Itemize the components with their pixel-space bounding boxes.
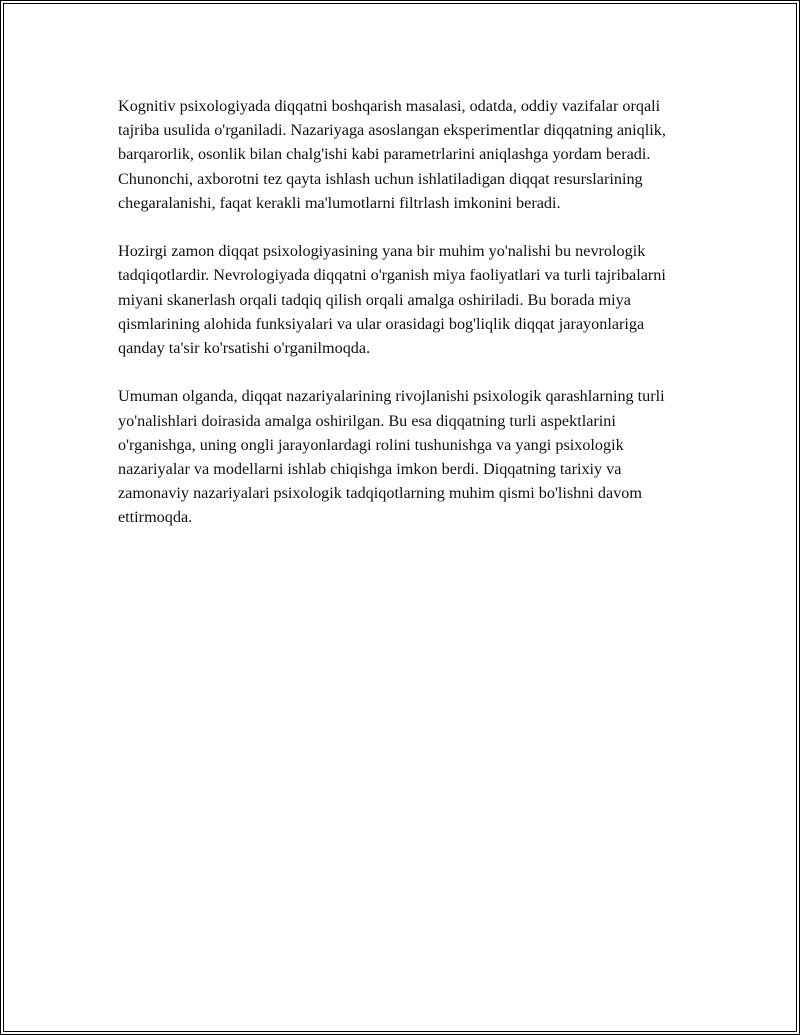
- paragraph-1: Kognitiv psixologiyada diqqatni boshqarish masalasi, odatda, oddiy vazifalar orqali tajriba usulida o'rganiladi. Nazariyaga asoslangan eksperimentlar diqqatning aniqlik, barqarorlik, osonlik bilan chalg'ishi kabi parametrlarini aniqlashga yordam beradi. Chunonchi, axborotni tez qayta ishlash uchun ishlatiladigan diqqat resurslarining chegaralanishi, faqat kerakli ma'lumotlarni filtrlash imkonini beradi.: [118, 97, 666, 212]
- paragraph-2: Hozirgi zamon diqqat psixologiyasining yana bir muhim yo'nalishi bu nevrologik tadqiqotlardir. Nevrologiyada diqqatni o'rganish miya faoliyatlari va turli tajribalarni miyani skanerlash orqali tadqiq qilish orqali amalga oshiriladi. Bu borada miya qismlarining alohida funksiyalari va ular orasidagi bog'liqlik diqqat jarayonlariga qanday ta'sir ko'rsatishi o'rganilmoqda.: [118, 242, 666, 358]
- document-body: [118, 94, 688, 554]
- paragraph-3: Umuman olganda, diqqat nazariyalarining rivojlanishi psixologik qarashlarning turli yo'nalishlari doirasida amalga oshirilgan. Bu esa diqqatning turli aspektlarini o'rganishga, uning ongli jarayonlardagi rolini tushunishga va yangi psixologik nazariyalar va modellarni ishlab chiqishga imkon berdi. Diqqatning tarixiy va zamonaviy nazariyalari psixologik tadqiqotlarning muhim qismi bo'lishni davom ettirmoqda.: [118, 387, 665, 527]
